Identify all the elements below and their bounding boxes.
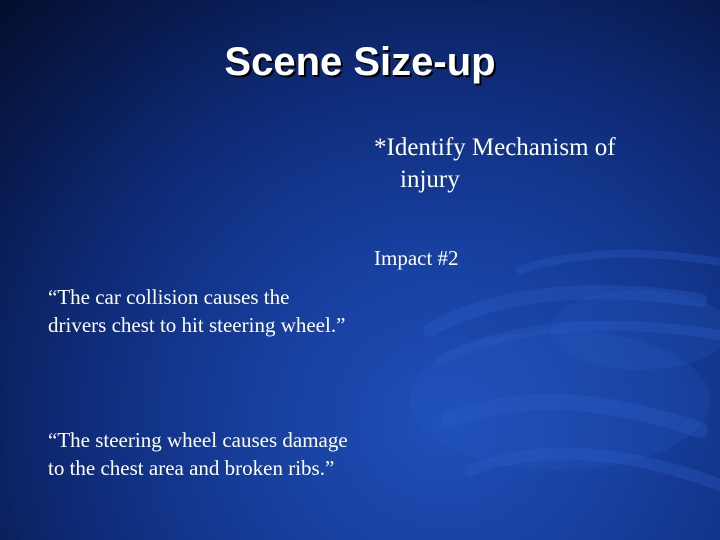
quote-text-2: “The steering wheel causes damage to the chest area and broken ribs.” xyxy=(48,428,348,480)
mechanism-heading-line2: injury xyxy=(400,166,460,193)
mechanism-heading-line1: *Identify Mechanism of xyxy=(374,134,616,161)
quote-text-1: “The car collision causes the drivers chest to hit steering wheel.” xyxy=(48,285,346,337)
mechanism-heading xyxy=(374,132,674,196)
impact-label: Impact #2 xyxy=(374,246,459,270)
slide-title: Scene Size-up xyxy=(224,40,496,84)
